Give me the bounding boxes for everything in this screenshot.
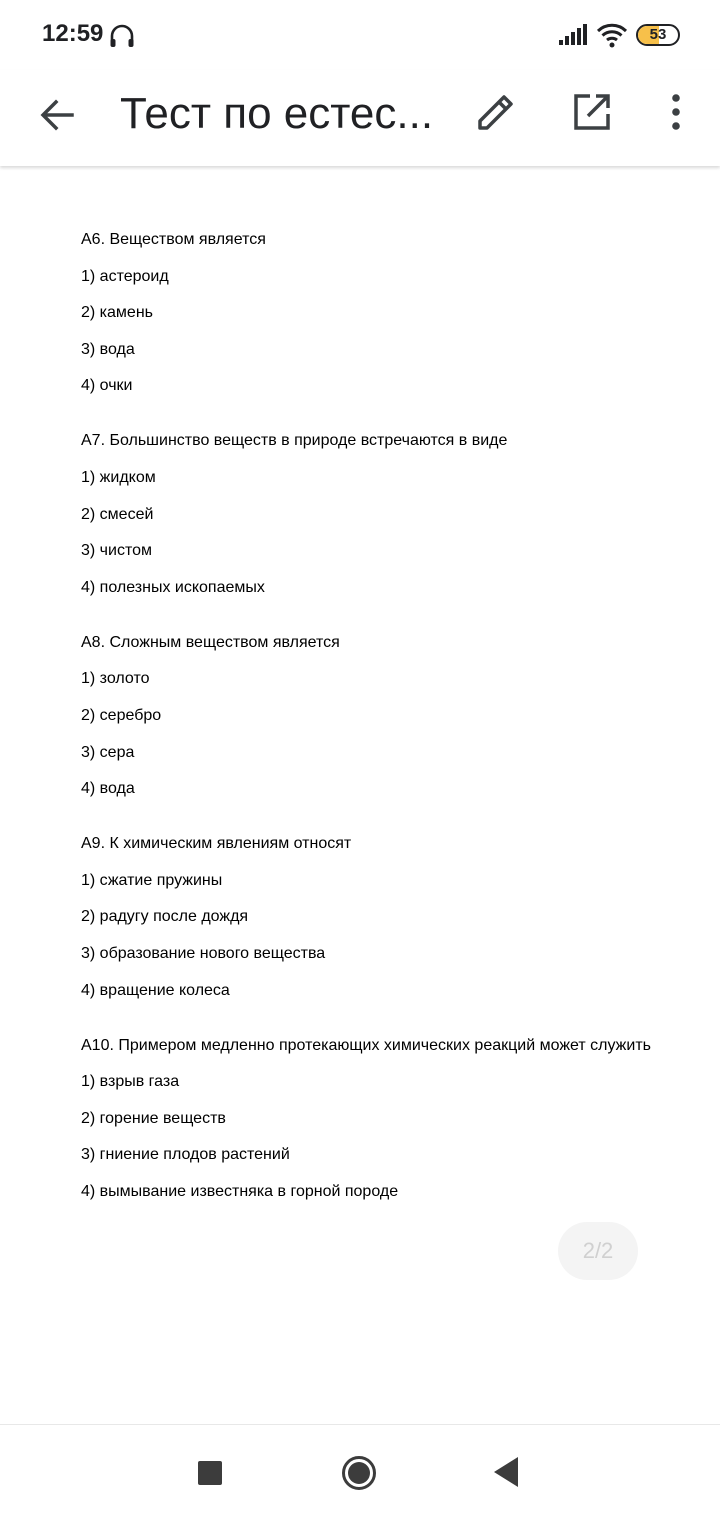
question-a6 xyxy=(81,230,701,396)
document-title: Тест по естес... xyxy=(120,89,434,138)
question-a8 xyxy=(81,633,701,799)
answer-option: 4) очки xyxy=(81,377,133,395)
answer-option: 2) горение веществ xyxy=(81,1109,226,1127)
answer-option: 4) полезных ископаемых xyxy=(81,578,265,596)
answer-option: 1) астероид xyxy=(81,267,169,285)
battery-icon xyxy=(636,24,680,46)
answer-option: 1) сжатие пружины xyxy=(81,871,223,889)
answer-option: 1) жидком xyxy=(81,468,156,486)
question-a7 xyxy=(81,431,701,597)
back-triangle-icon[interactable] xyxy=(494,1457,518,1487)
headset-icon xyxy=(108,22,136,50)
open-external-icon[interactable] xyxy=(568,88,616,136)
back-arrow-icon[interactable] xyxy=(34,92,80,138)
question-a9 xyxy=(81,834,701,1000)
question-title: А8. Сложным веществом является xyxy=(81,633,340,651)
answer-option: 3) сера xyxy=(81,743,135,761)
answer-option: 2) смесей xyxy=(81,505,154,523)
question-title: А9. К химическим явлениям относят xyxy=(81,835,352,853)
question-title: А7. Большинство веществ в природе встречаются в виде xyxy=(81,432,508,450)
pencil-icon[interactable] xyxy=(472,88,520,136)
status-time: 12:59 xyxy=(42,20,104,47)
answer-option: 3) образование нового вещества xyxy=(81,944,326,962)
answer-option: 4) вода xyxy=(81,780,135,798)
answer-option: 3) вода xyxy=(81,340,135,358)
document-content xyxy=(81,230,701,1237)
answer-option: 2) радугу после дождя xyxy=(81,908,249,926)
recents-square-icon[interactable] xyxy=(198,1461,222,1485)
answer-option: 3) гниение плодов растений xyxy=(81,1146,290,1164)
question-a10 xyxy=(81,1036,701,1202)
answer-option: 4) вымывание известняка в горной породе xyxy=(81,1182,399,1200)
home-circle-icon[interactable] xyxy=(341,1455,377,1491)
app-bar xyxy=(0,70,720,166)
status-bar xyxy=(0,0,720,70)
wifi-icon xyxy=(596,22,628,48)
answer-option: 1) взрыв газа xyxy=(81,1073,180,1091)
question-title: А10. Примером медленно протекающих химических реакций может служить xyxy=(81,1036,651,1054)
answer-option: 2) серебро xyxy=(81,706,162,724)
navigation-bar xyxy=(0,1424,720,1521)
more-vert-icon[interactable] xyxy=(660,88,692,136)
signal-icon xyxy=(558,24,588,46)
answer-option: 3) чистом xyxy=(81,542,152,560)
answer-option: 2) камень xyxy=(81,304,153,322)
battery-level: 53 xyxy=(649,26,667,43)
answer-option: 1) золото xyxy=(81,670,150,688)
question-title: А6. Веществом является xyxy=(81,231,266,248)
page-indicator: 2/2 xyxy=(558,1222,638,1280)
answer-option: 4) вращение колеса xyxy=(81,981,230,999)
